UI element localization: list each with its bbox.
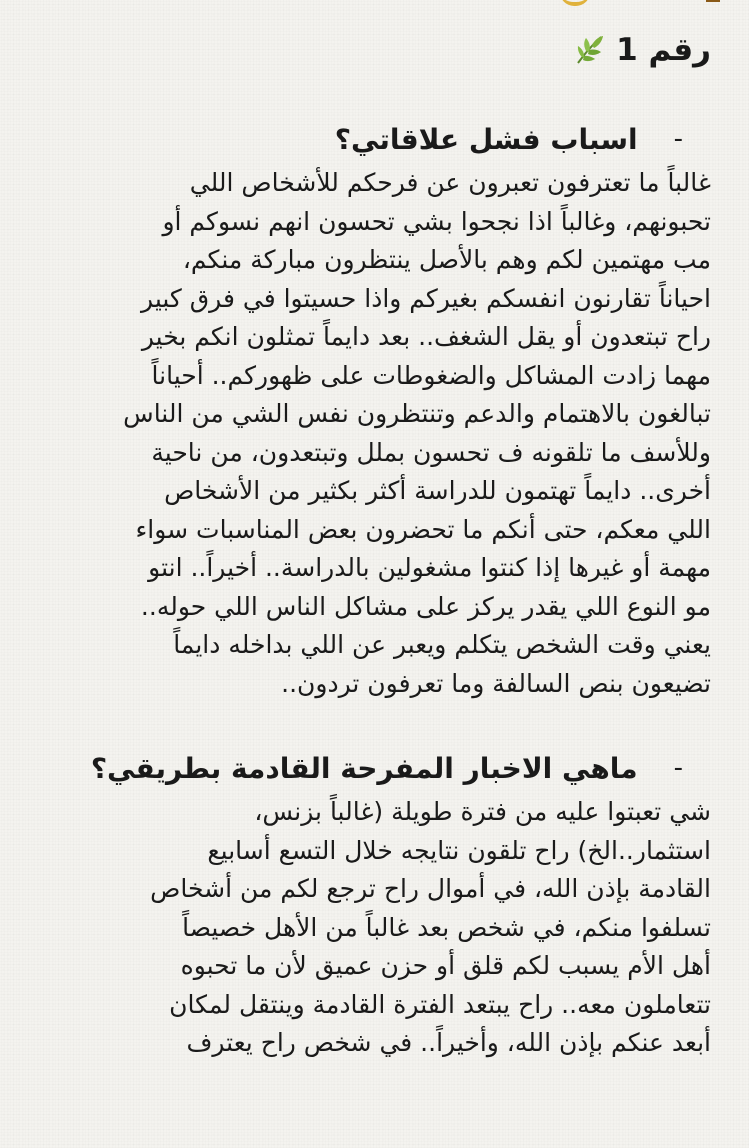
bullet-dash: - [673,124,683,154]
paragraph-line: أهل الأم يسبب لكم قلق أو حزن عميق لأن ما تحبوه [180,951,711,980]
paragraph-line: تسلفوا منكم، في شخص بعد غالباً من الأهل خصيصاً [182,912,711,942]
paragraph-line: شي تعبتوا عليه من فترة طويلة (غالباً بزنس، [254,797,711,826]
section-good-news [31,743,711,1063]
section-title: ماهي الاخبار المفرحة القادمة بطريقي؟ [90,751,638,785]
paragraph-line: تضيعون بنص السالفة وما تعرفون تردون.. [281,668,711,698]
paragraph-line: اللي معكم، حتى أنكم ما تحضرون بعض المناسبات سواء [135,514,711,544]
section-title: اسباب فشل علاقاتي؟ [334,122,638,156]
clipped-emoji-icon [560,0,590,6]
paragraph-line: تحبونهم، وغالباً اذا نجحوا بشي تحسون انهم نسوكم أو [162,206,711,236]
note-heading-text: رقم 1 [616,32,711,68]
top-clipped-toolbar [0,0,749,4]
paragraph-line: مب مهتمين لكم وهم بالأصل ينتظرون مباركة منكم، [182,245,711,274]
paragraph-line: مهمة أو غيرها إذا كنتوا مشغولين بالدراسة.. أخيراً.. انتو [148,553,711,582]
section-relationship-failure [31,114,711,703]
paragraph-line: تبالغون بالاهتمام والدعم وتنتظرون نفس الشي من الناس [123,399,711,428]
paragraph-line: وللأسف ما تلقونه ف تحسون بملل وتبتعدون، من ناحية [151,437,711,467]
paragraph-line: مو النوع اللي يقدر يركز على مشاكل الناس اللي حوله.. [140,591,711,621]
paragraph-line: مهما زادت المشاكل والضغوطات على ظهوركم.. أحياناً [151,360,711,390]
paragraph-line: أخرى.. دايماً تهتمون للدراسة أكثر بكثير من الأشخاص [164,476,711,505]
clipped-folder-icon [706,0,720,2]
section-paragraph [31,793,711,1063]
bullet-dash: - [673,753,683,783]
section-paragraph [31,164,711,703]
paragraph-line: أبعد عنكم بإذن الله، وأخيراً.. في شخص راح يعترف [186,1028,711,1057]
paragraph-line: استثمار..الخ) راح تلقون نتايجه خلال التسع أسابيع [207,835,711,865]
paragraph-line: راح تبتعدون أو يقل الشغف.. بعد دايماً تمثلون انكم بخير [141,322,711,351]
paragraph-line: القادمة بإذن الله، في أموال راح ترجع لكم من أشخاص [150,874,711,903]
section-title-row [31,743,711,793]
herb-leaf-icon [572,33,606,67]
paragraph-line: غالباً ما تعترفون تعبرون عن فرحكم للأشخاص اللي [189,168,711,197]
section-title-row [31,114,711,164]
paragraph-line: احياناً تقارنون انفسكم بغيركم واذا حسيتوا في فرق كبير [141,283,711,313]
paragraph-line: يعني وقت الشخص يتكلم ويعبر عن اللي بداخله دايماً [173,630,711,659]
note-body [31,22,711,1063]
paragraph-line: تتعاملون معه.. راح يبتعد الفترة القادمة وينتقل لمكان [169,989,711,1019]
note-heading [31,22,711,78]
